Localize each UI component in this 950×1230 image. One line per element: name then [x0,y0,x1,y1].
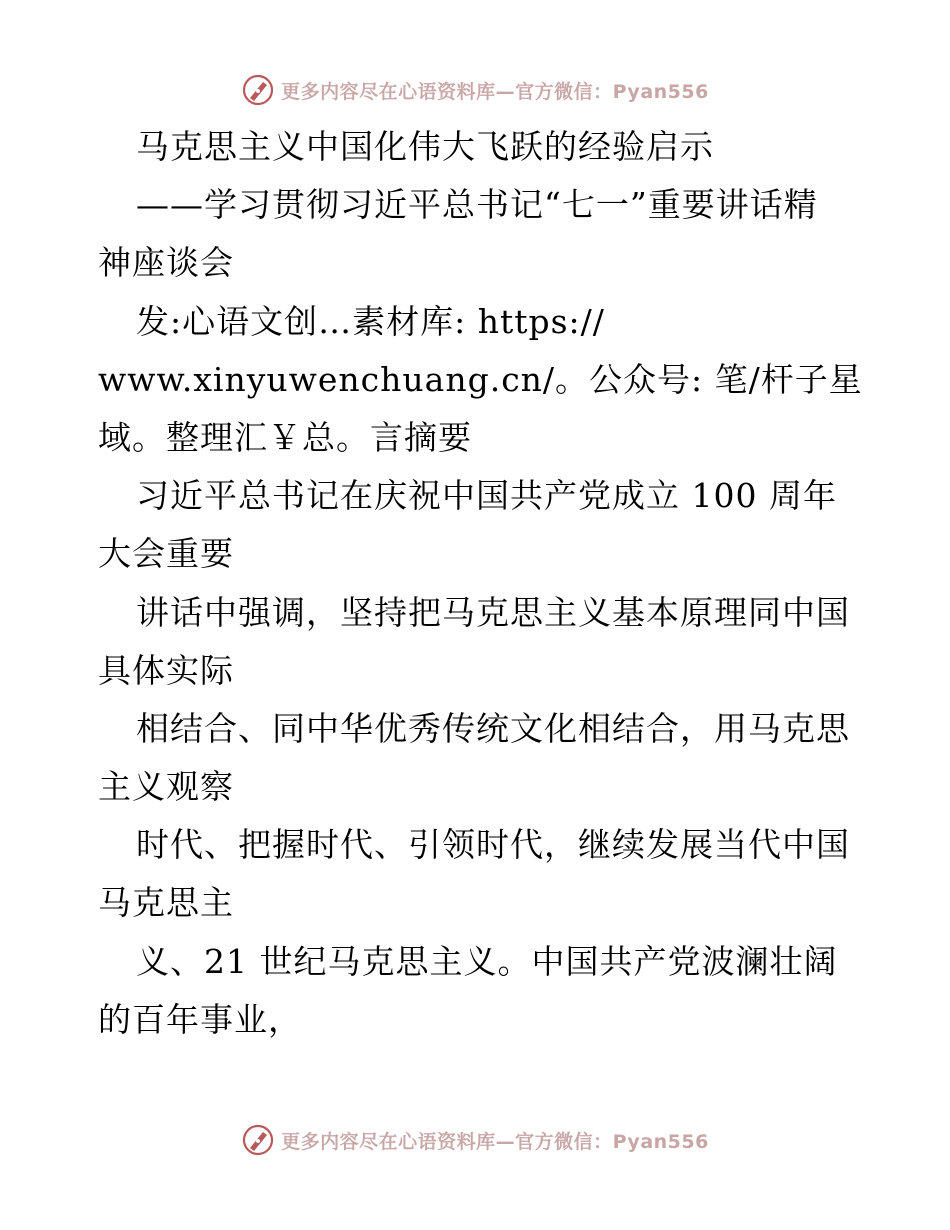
doc-abstract-heading-line: 域。整理汇￥总。言摘要 [98,417,472,457]
footer-banner [0,1120,950,1160]
doc-source-line: 发:心语文创…素材库: https:// [136,301,605,341]
doc-paragraph-line: 主义观察 [98,767,234,807]
doc-subtitle-line: ——学习贯彻习近平总书记“七一”重要讲话精 [136,185,818,225]
doc-paragraph-line: 具体实际 [98,650,234,690]
doc-title-line: 马克思主义中国化伟大飞跃的经验启示 [136,127,714,166]
doc-source-url-line: www.xinyuwenchuang.cn/。公众号: 笔/杆子星 [98,359,863,399]
doc-paragraph-line: 时代、把握时代、引领时代，继续发展当代中国 [136,825,850,865]
footer-banner-text: 更多内容尽在心语资料库—官方微信：Pyan556 [281,1130,709,1153]
doc-paragraph-line: 相结合、同中华优秀传统文化相结合，用马克思 [136,708,850,748]
doc-subtitle-continuation: 神座谈会 [98,243,234,283]
doc-paragraph-line: 讲话中强调，坚持把马克思主义基本原理同中国 [136,592,850,632]
pen-nib-logo-icon [241,73,275,107]
doc-paragraph-line: 习近平总书记在庆祝中国共产党成立 100 周年 [136,476,837,516]
header-banner-inner [241,73,709,107]
header-banner-text: 更多内容尽在心语资料库—官方微信：Pyan556 [281,80,709,103]
doc-paragraph-line: 马克思主 [98,883,234,923]
doc-paragraph-line: 的百年事业， [98,999,302,1039]
pen-nib-logo-icon [241,1123,275,1157]
doc-paragraph-line: 义、21 世纪马克思主义。中国共产党波澜壮阔 [136,941,838,981]
document-body [98,118,863,1049]
footer-banner-inner [241,1123,709,1157]
header-banner [0,70,950,110]
doc-paragraph-line: 大会重要 [98,534,234,574]
